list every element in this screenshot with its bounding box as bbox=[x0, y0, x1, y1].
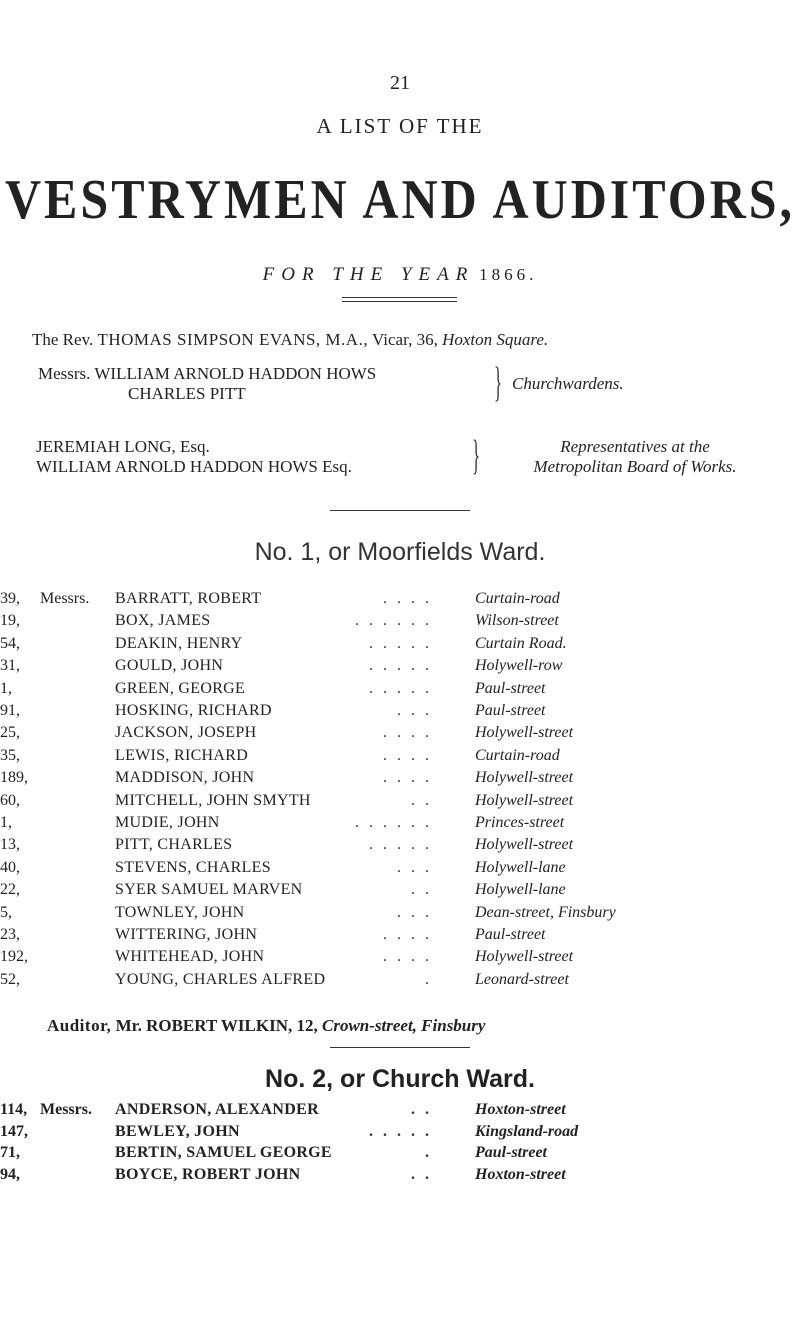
house-number: 31, bbox=[0, 657, 20, 675]
vicar-line bbox=[32, 330, 792, 350]
churchwardens-block bbox=[38, 364, 376, 404]
list-item bbox=[0, 948, 800, 970]
leader-dots: . . . . bbox=[383, 724, 432, 742]
representatives-role-line: Metropolitan Board of Works. bbox=[533, 457, 737, 476]
heading-line: A LIST OF THE bbox=[316, 114, 484, 138]
auditor-number: 12, bbox=[296, 1016, 318, 1035]
member-name: GREEN, GEORGE bbox=[115, 679, 246, 697]
member-name: LEWIS, RICHARD bbox=[115, 746, 249, 764]
representatives-role-line: Representatives at the bbox=[560, 437, 710, 456]
list-item bbox=[0, 702, 800, 724]
leader-dots: . . bbox=[411, 881, 432, 899]
leader-dots: . . . . bbox=[383, 926, 432, 943]
street-name: Princes-street bbox=[475, 814, 565, 831]
leader-dots: . . . bbox=[397, 702, 432, 719]
brace: } bbox=[472, 433, 481, 479]
house-number: 1, bbox=[0, 679, 12, 697]
list-item bbox=[0, 814, 800, 836]
house-number: 94, bbox=[0, 1165, 20, 1183]
house-number: 23, bbox=[0, 926, 20, 943]
street-name: Wilson-street bbox=[475, 612, 559, 630]
page-number: 21 bbox=[390, 72, 410, 94]
list-item bbox=[0, 904, 800, 926]
churchwardens-role: Churchwardens. bbox=[512, 374, 624, 393]
divider bbox=[330, 1047, 470, 1048]
auditor-name: Mr. ROBERT WILKIN, bbox=[115, 1016, 293, 1035]
house-number: 1, bbox=[0, 814, 12, 831]
member-name: HOSKING, RICHARD bbox=[115, 702, 272, 719]
member-name: BOYCE, ROBERT JOHN bbox=[115, 1165, 301, 1183]
leader-dots: . . bbox=[411, 1165, 432, 1183]
leader-dots: . . . bbox=[397, 858, 432, 876]
house-number: 52, bbox=[0, 970, 20, 988]
list-item bbox=[0, 724, 800, 746]
leader-dots: . . bbox=[411, 1101, 432, 1118]
leader-dots: . bbox=[425, 1144, 432, 1161]
list-item bbox=[0, 1144, 800, 1166]
list-item bbox=[0, 926, 800, 948]
auditor-line bbox=[47, 1016, 485, 1036]
member-name: PITT, CHARLES bbox=[115, 836, 233, 854]
churchwarden-name: CHARLES PITT bbox=[128, 384, 246, 403]
brace: } bbox=[494, 360, 503, 406]
member-name: MUDIE, JOHN bbox=[115, 814, 220, 831]
divider bbox=[342, 301, 457, 302]
house-number: 13, bbox=[0, 836, 20, 854]
street-name: Paul-street bbox=[475, 702, 546, 719]
representatives-block bbox=[36, 437, 352, 477]
street-name: Holywell-lane bbox=[475, 858, 566, 876]
house-number: 40, bbox=[0, 858, 20, 876]
street-name: Dean-street, Finsbury bbox=[475, 903, 616, 921]
page-title: VESTRYMEN AND AUDITORS, bbox=[4, 167, 796, 231]
list-item bbox=[0, 657, 800, 679]
member-name: BEWLEY, JOHN bbox=[115, 1122, 240, 1140]
house-number: 71, bbox=[0, 1144, 20, 1161]
vicar-number: 36, bbox=[416, 330, 438, 349]
leader-dots: . . bbox=[411, 791, 432, 809]
house-number: 25, bbox=[0, 724, 20, 742]
street-name: Holywell-lane bbox=[475, 881, 566, 899]
representative-name: WILLIAM ARNOLD HADDON HOWS Esq. bbox=[36, 457, 352, 476]
member-name: TOWNLEY, JOHN bbox=[115, 903, 245, 921]
leader-dots: . . . . . bbox=[369, 679, 432, 697]
street-name: Paul-street bbox=[475, 1144, 547, 1161]
representative-name: JEREMIAH LONG, Esq. bbox=[36, 437, 210, 456]
list-item bbox=[0, 971, 800, 993]
vicar-role: Vicar, bbox=[372, 330, 413, 349]
leader-dots: . . . . . bbox=[369, 836, 432, 854]
member-name: DEAKIN, HENRY bbox=[115, 634, 243, 652]
house-number: 35, bbox=[0, 746, 20, 764]
house-number: 114, bbox=[0, 1101, 28, 1118]
list-item bbox=[0, 859, 800, 881]
leader-dots: . . . . . bbox=[369, 634, 432, 652]
street-name: Leonard-street bbox=[475, 970, 569, 988]
list-item bbox=[0, 836, 800, 858]
street-name: Holywell-street bbox=[475, 724, 574, 742]
messrs-prefix: Messrs. bbox=[40, 590, 90, 607]
member-name: BOX, JAMES bbox=[115, 612, 211, 630]
subtitle-for-the-year: FOR THE YEAR bbox=[262, 264, 475, 285]
house-number: 5, bbox=[0, 903, 12, 921]
messrs-prefix: Messrs. bbox=[40, 1101, 92, 1118]
member-name: WITTERING, JOHN bbox=[115, 926, 258, 943]
list-item bbox=[0, 1166, 800, 1188]
member-name: MADDISON, JOHN bbox=[115, 769, 255, 787]
list-item bbox=[0, 1101, 800, 1123]
house-number: 54, bbox=[0, 634, 20, 652]
street-name: Holywell-street bbox=[475, 948, 574, 966]
member-name: BERTIN, SAMUEL GEORGE bbox=[115, 1144, 332, 1161]
churchwarden-name: WILLIAM ARNOLD HADDON HOWS bbox=[94, 364, 377, 383]
list-item bbox=[0, 881, 800, 903]
house-number: 189, bbox=[0, 769, 28, 787]
house-number: 91, bbox=[0, 702, 20, 719]
street-name: Hoxton-street bbox=[475, 1101, 566, 1118]
list-item bbox=[0, 680, 800, 702]
street-name: Holywell-street bbox=[475, 791, 574, 809]
leader-dots: . . . . bbox=[383, 769, 432, 787]
member-name: JACKSON, JOSEPH bbox=[115, 724, 257, 742]
street-name: Curtain-road bbox=[475, 590, 560, 607]
member-name: BARRATT, ROBERT bbox=[115, 590, 262, 607]
auditor-street: Crown-street, Finsbury bbox=[322, 1016, 486, 1035]
ward-title: No. 2, or Church Ward. bbox=[265, 1065, 535, 1093]
list-item bbox=[0, 590, 800, 612]
leader-dots: . . . . . bbox=[369, 1122, 432, 1140]
street-name: Holywell-row bbox=[475, 657, 563, 675]
divider bbox=[330, 510, 470, 511]
member-name: STEVENS, CHARLES bbox=[115, 858, 271, 876]
leader-dots: . . . . bbox=[383, 948, 432, 966]
representatives-role bbox=[495, 437, 775, 477]
subtitle-year: 1866. bbox=[479, 265, 538, 284]
leader-dots: . . . . . bbox=[369, 657, 432, 675]
list-item bbox=[0, 769, 800, 791]
divider bbox=[342, 297, 457, 298]
list-item bbox=[0, 612, 800, 634]
list-item bbox=[0, 635, 800, 657]
house-number: 22, bbox=[0, 881, 20, 899]
member-name: MITCHELL, JOHN SMYTH bbox=[115, 791, 311, 809]
leader-dots: . . . . . . bbox=[355, 612, 432, 630]
leader-dots: . . . . bbox=[383, 746, 432, 764]
auditor-label: Auditor, bbox=[47, 1016, 112, 1035]
street-name: Holywell-street bbox=[475, 836, 574, 854]
vicar-address: Hoxton Square. bbox=[442, 330, 549, 349]
house-number: 192, bbox=[0, 948, 28, 966]
churchwardens-prefix: Messrs. bbox=[38, 364, 91, 383]
street-name: Paul-street bbox=[475, 926, 546, 943]
vicar-name: THOMAS SIMPSON EVANS, M.A., bbox=[97, 330, 369, 349]
leader-dots: . . . . bbox=[383, 590, 432, 607]
street-name: Hoxton-street bbox=[475, 1165, 566, 1183]
member-name: YOUNG, CHARLES ALFRED bbox=[115, 970, 326, 988]
leader-dots: . bbox=[425, 970, 432, 988]
street-name: Kingsland-road bbox=[475, 1122, 579, 1140]
house-number: 39, bbox=[0, 590, 20, 607]
member-name: WHITEHEAD, JOHN bbox=[115, 948, 265, 966]
member-name: GOULD, JOHN bbox=[115, 657, 224, 675]
list-item bbox=[0, 792, 800, 814]
vicar-prefix: The Rev. bbox=[32, 330, 94, 349]
member-name: SYER SAMUEL MARVEN bbox=[115, 881, 303, 899]
street-name: Curtain-road bbox=[475, 746, 560, 764]
street-name: Curtain Road. bbox=[475, 634, 567, 652]
ward-title: No. 1, or Moorfields Ward. bbox=[254, 538, 546, 566]
member-name: ANDERSON, ALEXANDER bbox=[115, 1101, 319, 1118]
house-number: 147, bbox=[0, 1122, 28, 1140]
leader-dots: . . . . . . bbox=[355, 814, 432, 831]
house-number: 60, bbox=[0, 791, 20, 809]
house-number: 19, bbox=[0, 612, 20, 630]
leader-dots: . . . bbox=[397, 903, 432, 921]
subtitle bbox=[0, 264, 800, 286]
street-name: Holywell-street bbox=[475, 769, 574, 787]
street-name: Paul-street bbox=[475, 679, 546, 697]
list-item bbox=[0, 747, 800, 769]
list-item bbox=[0, 1123, 800, 1145]
